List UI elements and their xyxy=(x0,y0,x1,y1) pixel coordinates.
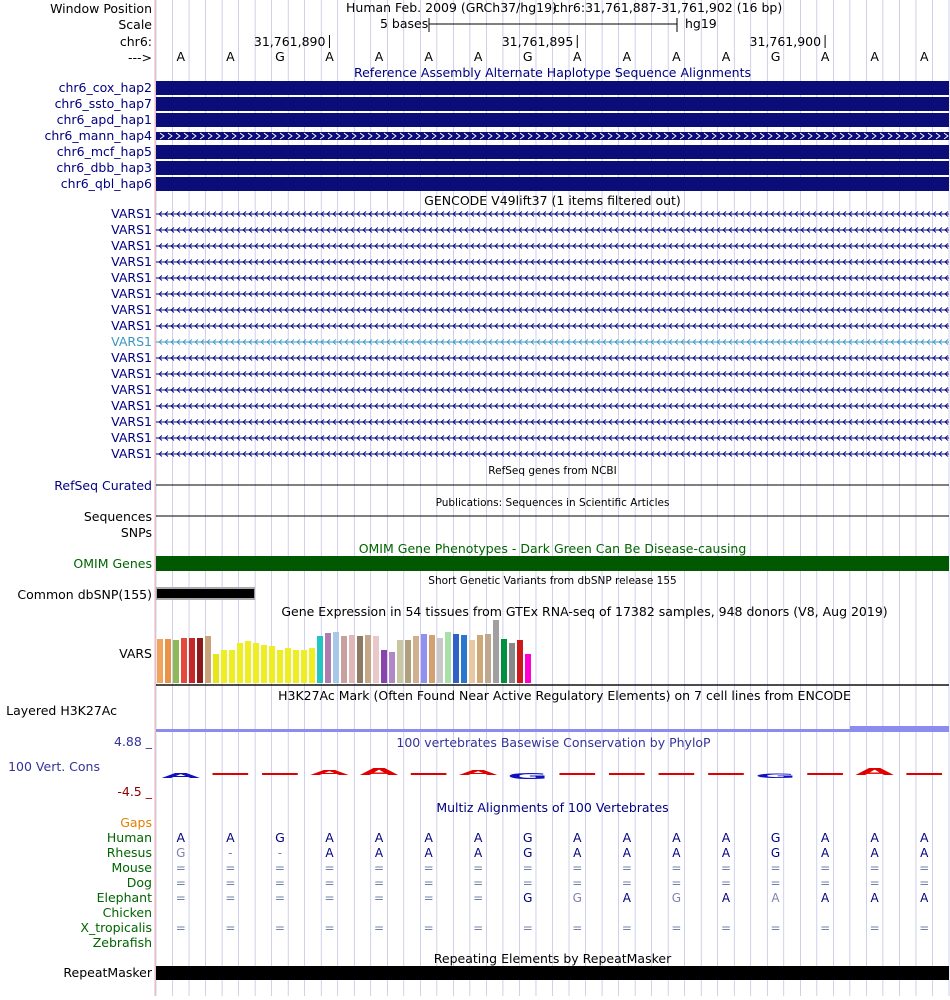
multiz-base: A xyxy=(870,891,879,905)
multiz-base: = xyxy=(175,891,186,905)
multiz-base: = xyxy=(720,861,731,875)
multiz-base: A xyxy=(920,846,929,860)
multiz-base: = xyxy=(274,891,285,905)
multiz-base: = xyxy=(919,876,930,890)
gtex-title: Gene Expression in 54 tissues from GTEx RNA-seq of 17382 samples, 948 donors (V8, Aug 2019) xyxy=(281,604,888,619)
strand-label: ---> xyxy=(127,50,152,65)
publications-track-label[interactable]: SNPs xyxy=(120,525,152,540)
multiz-base: A xyxy=(325,846,334,860)
multiz-base: A xyxy=(721,846,731,860)
h3k27ac-title: H3K27Ac Mark (Often Found Near Active Regulatory Elements) on 7 cell lines from ENCODE xyxy=(278,688,851,703)
base-letter: A xyxy=(226,49,235,64)
multiz-base: A xyxy=(672,846,681,860)
h3k27ac-signal-peak[interactable] xyxy=(850,726,949,732)
multiz-species-label[interactable]: Rhesus xyxy=(106,845,152,860)
phylop-glyph: A xyxy=(310,768,349,777)
publications-track-label[interactable]: Sequences xyxy=(83,509,152,524)
multiz-base: A xyxy=(473,830,483,845)
phylop-glyph: A xyxy=(855,766,895,778)
assembly-title: Human Feb. 2009 (GRCh37/hg19) xyxy=(346,0,557,15)
multiz-base: = xyxy=(522,876,533,890)
alt-haplotype-feature[interactable] xyxy=(156,81,949,95)
base-letter: G xyxy=(522,49,533,64)
refseq-title: RefSeq genes from NCBI xyxy=(488,465,617,477)
multiz-base: = xyxy=(274,861,285,875)
gtex-tissue-bar[interactable] xyxy=(253,643,259,683)
gtex-tissue-bar[interactable] xyxy=(197,638,203,683)
gtex-tissue-bar[interactable] xyxy=(405,640,411,683)
multiz-base: = xyxy=(621,861,632,875)
multiz-base: A xyxy=(721,830,731,845)
base-letter: G xyxy=(275,49,285,64)
multiz-base: = xyxy=(473,876,484,890)
phylop-logo[interactable] xyxy=(161,766,942,781)
gencode-gene-label[interactable]: VARS1 xyxy=(111,206,152,221)
omim-label[interactable]: OMIM Genes xyxy=(73,556,152,571)
gtex-tissue-bar[interactable] xyxy=(293,650,299,683)
multiz-base: = xyxy=(720,921,731,935)
multiz-base: = xyxy=(225,891,236,905)
phylop-glyph: A xyxy=(161,772,201,780)
gencode-gene-label[interactable]: VARS1 xyxy=(111,222,152,237)
base-letter: A xyxy=(672,49,681,64)
gtex-tissue-bar[interactable] xyxy=(301,650,307,683)
multiz-base: A xyxy=(919,830,929,845)
gtex-tissue-bar[interactable] xyxy=(445,632,451,683)
position-tick-label: 31,761,900 xyxy=(749,34,822,49)
alt-haplotype-label[interactable]: chr6_ssto_hap7 xyxy=(54,96,152,111)
multiz-base: = xyxy=(225,861,236,875)
base-letter: A xyxy=(820,49,830,64)
multiz-base: = xyxy=(473,921,484,935)
multiz-base: A xyxy=(672,830,681,845)
gencode-gene-label[interactable]: VARS1 xyxy=(111,318,152,333)
multiz-base: = xyxy=(374,891,385,905)
gtex-tissue-bar[interactable] xyxy=(373,636,379,683)
multiz-base: = xyxy=(473,861,484,875)
gtex-tissue-bar[interactable] xyxy=(477,635,483,683)
multiz-base: = xyxy=(572,876,583,890)
alt-haplotype-feature[interactable] xyxy=(156,97,949,111)
gtex-tissue-bar[interactable] xyxy=(277,650,283,683)
multiz-base: A xyxy=(920,891,929,905)
scale-db-text: hg19 xyxy=(685,16,717,31)
multiz-base: = xyxy=(374,876,385,890)
gtex-tissue-bar[interactable] xyxy=(429,635,435,683)
gtex-tissue-bar[interactable] xyxy=(245,641,251,683)
multiz-base: A xyxy=(870,830,879,845)
multiz-base: = xyxy=(324,876,335,890)
phylop-bar xyxy=(213,773,249,775)
gtex-bars[interactable] xyxy=(157,620,531,683)
position-tick-label: 31,761,895 xyxy=(501,34,574,49)
scale-bases-text: 5 bases xyxy=(380,16,429,31)
multiz-base: = xyxy=(621,876,632,890)
gencode-gene-label[interactable]: VARS1 xyxy=(111,302,152,317)
base-letter: A xyxy=(176,49,186,64)
multiz-base: = xyxy=(869,921,880,935)
position-tick-label: 31,761,890 xyxy=(253,34,326,49)
phylop-ymin: -4.5 _ xyxy=(117,784,152,799)
multiz-base: G xyxy=(770,846,781,860)
alt-haplotype-label[interactable]: chr6_dbb_hap3 xyxy=(56,160,152,175)
multiz-base: = xyxy=(770,876,781,890)
multiz-base: A xyxy=(622,891,631,905)
refseq-label[interactable]: RefSeq Curated xyxy=(54,478,152,493)
multiz-base: = xyxy=(274,876,285,890)
gtex-tissue-bar[interactable] xyxy=(317,636,323,683)
multiz-base: A xyxy=(820,830,830,845)
base-letter: A xyxy=(870,49,879,64)
gtex-tissue-bar[interactable] xyxy=(237,643,243,683)
phylop-glyph: G xyxy=(754,772,797,780)
gtex-tissue-bar[interactable] xyxy=(413,636,419,683)
multiz-base: = xyxy=(175,876,186,890)
multiz-title: Multiz Alignments of 100 Vertebrates xyxy=(436,800,669,815)
gtex-tissue-bar[interactable] xyxy=(381,650,387,683)
gencode-gene-label[interactable]: VARS1 xyxy=(111,398,152,413)
repeatmasker-label[interactable]: RepeatMasker xyxy=(63,965,152,980)
multiz-base: A xyxy=(721,891,731,905)
gtex-tissue-bar[interactable] xyxy=(213,654,219,683)
gtex-tissue-bar[interactable] xyxy=(205,636,211,683)
repeatmasker-title: Repeating Elements by RepeatMasker xyxy=(433,951,672,966)
window-position-label: Window Position xyxy=(50,1,152,16)
scale-label: Scale xyxy=(118,17,152,32)
chrom-label: chr6: xyxy=(119,34,152,49)
phylop-title: 100 vertebrates Basewise Conservation by PhyloP xyxy=(396,735,711,750)
omim-feature[interactable] xyxy=(156,556,949,571)
multiz-base: A xyxy=(870,846,879,860)
gtex-tissue-bar[interactable] xyxy=(157,639,163,683)
alt-haplotype-feature[interactable] xyxy=(156,177,949,191)
base-letter: A xyxy=(374,49,384,64)
gtex-tissue-bar[interactable] xyxy=(437,638,443,683)
multiz-base: = xyxy=(423,921,434,935)
multiz-base: A xyxy=(820,891,830,905)
gtex-tissue-bar[interactable] xyxy=(485,634,491,683)
multiz-base: = xyxy=(423,861,434,875)
alt-haplotype-feature[interactable] xyxy=(156,161,949,175)
phylop-bar xyxy=(559,773,595,775)
multiz-base: = xyxy=(572,861,583,875)
phylop-bar xyxy=(411,773,447,775)
multiz-base: = xyxy=(225,921,236,935)
multiz-base: A xyxy=(374,846,384,860)
multiz-base: = xyxy=(820,921,831,935)
gencode-gene-label[interactable]: VARS1 xyxy=(111,334,152,349)
gencode-gene-label[interactable]: VARS1 xyxy=(111,254,152,269)
gtex-tissue-bar[interactable] xyxy=(461,635,467,683)
multiz-species-label[interactable]: Mouse xyxy=(111,860,152,875)
multiz-base: G xyxy=(522,830,533,845)
gencode-gene-label[interactable]: VARS1 xyxy=(111,414,152,429)
multiz-species-label[interactable]: Human xyxy=(106,830,152,845)
multiz-base: = xyxy=(225,876,236,890)
multiz-base: = xyxy=(175,861,186,875)
multiz-base: = xyxy=(473,891,484,905)
multiz-base: A xyxy=(771,891,780,905)
phylop-label[interactable]: 100 Vert. Cons xyxy=(8,759,100,774)
multiz-base: A xyxy=(374,830,384,845)
gtex-tissue-bar[interactable] xyxy=(469,640,475,683)
phylop-glyph: A xyxy=(458,768,498,777)
multiz-base: A xyxy=(573,846,582,860)
multiz-base: = xyxy=(671,861,682,875)
multiz-base: = xyxy=(374,861,385,875)
multiz-base: = xyxy=(820,876,831,890)
multiz-base: = xyxy=(919,921,930,935)
phylop-glyph: A xyxy=(359,766,399,778)
multiz-species-label[interactable]: X_tropicalis xyxy=(80,920,152,935)
multiz-base: A xyxy=(622,846,631,860)
multiz-base: = xyxy=(274,921,285,935)
gtex-tissue-bar[interactable] xyxy=(189,638,195,683)
alt-haplotype-label[interactable]: chr6_cox_hap2 xyxy=(58,80,152,95)
phylop-glyph: G xyxy=(507,771,549,781)
multiz-base: - xyxy=(228,846,233,860)
gtex-tissue-bar[interactable] xyxy=(517,640,523,683)
gencode-gene-label[interactable]: VARS1 xyxy=(111,286,152,301)
gtex-tissue-bar[interactable] xyxy=(173,640,179,683)
multiz-species-label[interactable]: Zebrafish xyxy=(92,935,152,950)
multiz-base: = xyxy=(572,921,583,935)
repeatmasker-feature[interactable] xyxy=(156,966,949,980)
multiz-base: = xyxy=(374,921,385,935)
base-letter: A xyxy=(919,49,929,64)
alt-haplotype-feature[interactable] xyxy=(156,145,949,159)
base-letter: A xyxy=(622,49,632,64)
gtex-tissue-bar[interactable] xyxy=(165,639,171,683)
base-letter: A xyxy=(473,49,483,64)
gtex-tissue-bar[interactable] xyxy=(501,639,507,683)
alt-haplotype-label[interactable]: chr6_mann_hap4 xyxy=(44,128,152,143)
multiz-base: = xyxy=(770,861,781,875)
multiz-base: = xyxy=(621,921,632,935)
gtex-tissue-bar[interactable] xyxy=(397,640,403,683)
phylop-bar xyxy=(807,773,843,775)
multiz-base: = xyxy=(869,861,880,875)
gtex-tissue-bar[interactable] xyxy=(261,645,267,683)
gtex-tissue-bar[interactable] xyxy=(357,636,363,683)
gencode-gene-label[interactable]: VARS1 xyxy=(111,238,152,253)
multiz-base: = xyxy=(324,861,335,875)
multiz-base: A xyxy=(424,846,433,860)
h3k27ac-label[interactable]: Layered H3K27Ac xyxy=(6,703,117,718)
gtex-tissue-bar[interactable] xyxy=(269,646,275,683)
gtex-tissue-bar[interactable] xyxy=(309,648,315,683)
gtex-tissue-bar[interactable] xyxy=(453,634,459,683)
multiz-base: A xyxy=(325,830,334,845)
multiz-base: - xyxy=(277,846,283,860)
gtex-tissue-bar[interactable] xyxy=(389,652,395,683)
gtex-tissue-bar[interactable] xyxy=(325,633,331,683)
multiz-base: = xyxy=(671,876,682,890)
phylop-ymax: 4.88 _ xyxy=(113,734,152,749)
multiz-base: A xyxy=(424,830,433,845)
multiz-base: = xyxy=(423,891,434,905)
gtex-tissue-bar[interactable] xyxy=(341,636,347,683)
gencode-gene-label[interactable]: VARS1 xyxy=(111,430,152,445)
multiz-base: = xyxy=(720,876,731,890)
multiz-base: A xyxy=(176,830,186,845)
multiz-base: G xyxy=(275,830,285,845)
multiz-base: A xyxy=(622,830,632,845)
gtex-tissue-bar[interactable] xyxy=(493,620,499,683)
phylop-bar xyxy=(609,773,645,775)
gencode-gene-label[interactable]: VARS1 xyxy=(111,350,152,365)
base-letter: A xyxy=(573,49,582,64)
gtex-tissue-bar[interactable] xyxy=(333,632,339,683)
multiz-species-label[interactable]: Elephant xyxy=(96,890,152,905)
multiz-base: = xyxy=(869,876,880,890)
alt-haplotype-feature[interactable] xyxy=(156,113,949,127)
multiz-base: = xyxy=(324,891,335,905)
gtex-tissue-bar[interactable] xyxy=(181,638,187,683)
base-letter: A xyxy=(721,49,731,64)
phylop-bar xyxy=(708,773,744,775)
phylop-bar xyxy=(659,773,695,775)
gencode-gene-label[interactable]: VARS1 xyxy=(111,366,152,381)
multiz-base: G xyxy=(770,830,781,845)
phylop-bar xyxy=(906,773,942,775)
gtex-tissue-bar[interactable] xyxy=(221,650,227,683)
multiz-base: A xyxy=(474,846,483,860)
gtex-tissue-bar[interactable] xyxy=(421,634,427,683)
gtex-label[interactable]: VARS xyxy=(119,646,152,661)
multiz-base: G xyxy=(523,891,533,905)
multiz-base: = xyxy=(324,921,335,935)
dbsnp-feature[interactable] xyxy=(157,589,254,598)
phylop-bar xyxy=(262,773,298,775)
multiz-base: G xyxy=(572,891,582,905)
base-letter: A xyxy=(424,49,433,64)
gtex-tissue-bar[interactable] xyxy=(509,643,515,683)
publications-title: Publications: Sequences in Scientific Articles xyxy=(435,497,670,509)
multiz-base: = xyxy=(522,921,533,935)
gtex-tissue-bar[interactable] xyxy=(229,650,235,683)
multiz-base: A xyxy=(820,846,830,860)
alt-haplotype-label[interactable]: chr6_qbl_hap6 xyxy=(60,176,152,191)
alt-haplotype-label[interactable]: chr6_mcf_hap5 xyxy=(56,144,152,159)
alt-haplotypes-title: Reference Assembly Alternate Haplotype Sequence Alignments xyxy=(353,65,752,80)
multiz-species-label[interactable]: Dog xyxy=(126,875,152,890)
gtex-tissue-bar[interactable] xyxy=(525,654,531,683)
gencode-gene-label[interactable]: VARS1 xyxy=(111,382,152,397)
multiz-base: = xyxy=(770,921,781,935)
base-letter: G xyxy=(770,49,781,64)
dbsnp-label[interactable]: Common dbSNP(155) xyxy=(17,587,152,602)
gencode-gene-label[interactable]: VARS1 xyxy=(111,270,152,285)
omim-title: OMIM Gene Phenotypes - Dark Green Can Be Disease-causing xyxy=(358,541,747,556)
multiz-base: = xyxy=(423,876,434,890)
multiz-base: = xyxy=(522,861,533,875)
gtex-tissue-bar[interactable] xyxy=(365,635,371,683)
h3k27ac-signal[interactable] xyxy=(156,729,949,732)
multiz-base: = xyxy=(820,861,831,875)
gtex-tissue-bar[interactable] xyxy=(349,635,355,683)
base-letter: A xyxy=(325,49,334,64)
dbsnp-title: Short Genetic Variants from dbSNP release 155 xyxy=(428,575,677,587)
alt-haplotype-label[interactable]: chr6_apd_hap1 xyxy=(56,112,152,127)
multiz-species-label[interactable]: Chicken xyxy=(102,905,152,920)
multiz-base: = xyxy=(919,861,930,875)
multiz-base: = xyxy=(671,921,682,935)
multiz-gaps-label[interactable]: Gaps xyxy=(120,815,152,830)
gencode-gene-label[interactable]: VARS1 xyxy=(111,446,152,461)
multiz-base: G xyxy=(523,846,533,860)
multiz-base: A xyxy=(573,830,582,845)
multiz-base: = xyxy=(175,921,186,935)
gencode-title: GENCODE V49lift37 (1 items filtered out) xyxy=(424,193,681,208)
gtex-tissue-bar[interactable] xyxy=(285,648,291,683)
multiz-base: G xyxy=(176,846,186,860)
multiz-base: A xyxy=(226,830,235,845)
position-range: chr6:31,761,887-31,761,902 (16 bp) xyxy=(553,0,783,15)
multiz-base: G xyxy=(671,891,682,905)
